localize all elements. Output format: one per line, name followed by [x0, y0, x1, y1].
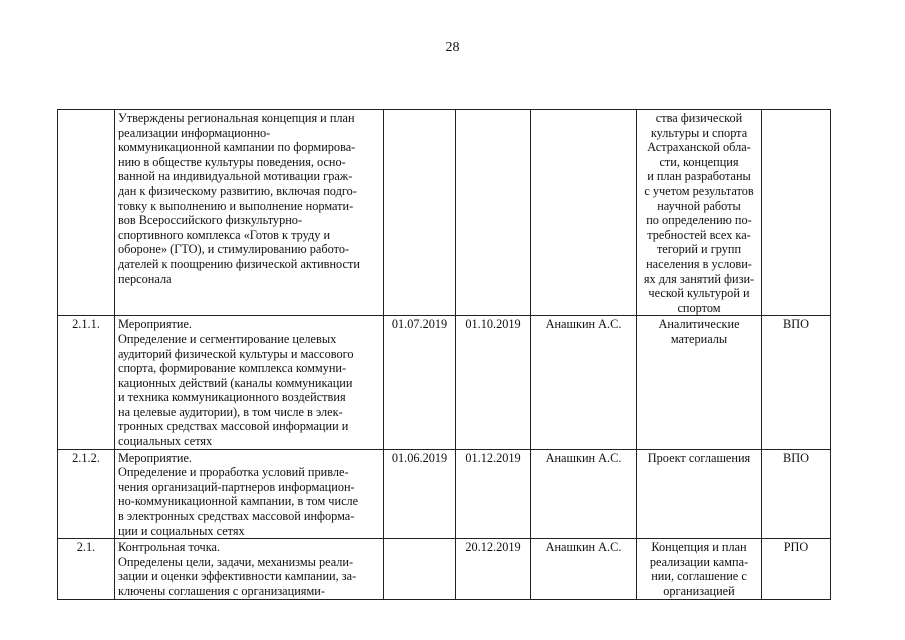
item-number-cell: 2.1.1.: [58, 316, 115, 449]
result-line: реализации кампа-: [649, 554, 749, 569]
start-date-cell: 01.06.2019: [384, 449, 456, 539]
result-line: ческой культурой и: [648, 286, 750, 301]
result-cell: [637, 316, 762, 449]
description-line: Контрольная точка.: [118, 540, 221, 555]
description-line: чения организаций-партнеров информацион-: [118, 479, 355, 494]
description-line: нию в обществе культуры поведения, осно-: [118, 154, 346, 169]
description-line: Определение и проработка условий привле-: [118, 465, 349, 480]
description-line: товку к выполнению и выполнение нормати-: [118, 198, 354, 213]
description-cell: [115, 449, 384, 539]
item-number-cell: [58, 110, 115, 316]
start-date-cell: [384, 110, 456, 316]
result-cell: [637, 539, 762, 599]
result-line: ства физической: [655, 111, 743, 125]
description-line: дателей к поощрению физической активности: [118, 256, 360, 271]
description-line: спортивного комплекса «Готов к труду и: [118, 227, 331, 242]
description-line: ключены соглашения с организациями-: [118, 584, 325, 598]
result-line: населения в услови-: [646, 256, 752, 271]
page-number: 28: [445, 40, 460, 55]
result-line: организацией: [663, 584, 735, 598]
result-line: и план разработаны: [647, 169, 751, 184]
result-cell: [637, 110, 762, 316]
end-date-cell: [456, 110, 531, 316]
description-line: дан к физическому развитию, включая подго-: [118, 183, 357, 198]
result-cell: [637, 449, 762, 539]
description-cell: [115, 316, 384, 449]
result-line: нии, соглашение с: [651, 569, 747, 584]
table-row: [58, 110, 831, 316]
result-line: по определению по-: [646, 213, 752, 228]
description-line: обороне» (ГТО), и стимулированию работо-: [118, 242, 350, 257]
description-line: в электронных средствах массовой информа-: [118, 509, 355, 524]
table-row: [58, 539, 831, 599]
responsible-cell: Анашкин А.С.: [531, 316, 637, 449]
description-line: кационных действий (каналы коммуникации: [118, 375, 353, 390]
description-line: но-коммуникационной кампании, в том числе: [118, 494, 359, 509]
description-line: коммуникационной кампании по формирова-: [118, 140, 356, 155]
result-line: Астраханской обла-: [647, 140, 751, 155]
description-line: Мероприятие.: [118, 317, 192, 332]
description-line: вов Всероссийского физкультурно-: [118, 213, 303, 228]
description-line: реализации информационно-: [118, 125, 271, 140]
description-line: на целевые аудитории), в том числе в элек-: [118, 404, 343, 419]
description-line: ванной на индивидуальной мотивации граж-: [118, 169, 353, 184]
result-line: материалы: [670, 331, 728, 346]
end-date-cell: 01.10.2019: [456, 316, 531, 449]
description-cell: [115, 539, 384, 599]
result-line: требностей всех ка-: [647, 227, 751, 242]
description-line: социальных сетях: [118, 434, 213, 449]
description-cell: [115, 110, 384, 316]
table-row: [58, 449, 831, 539]
description-line: Утверждены региональная концепция и план: [118, 111, 355, 125]
item-number-cell: 2.1.: [58, 539, 115, 599]
end-date-cell: 01.12.2019: [456, 449, 531, 539]
start-date-cell: [384, 539, 456, 599]
document-type-cell: ВПО: [762, 449, 831, 539]
responsible-cell: [531, 110, 637, 316]
result-line: Концепция и план: [651, 540, 747, 555]
document-type-cell: ВПО: [762, 316, 831, 449]
result-line: Аналитические: [658, 317, 740, 332]
description-line: тронных средствах массовой информации и: [118, 419, 349, 434]
responsible-cell: Анашкин А.С.: [531, 539, 637, 599]
result-line: с учетом результатов: [644, 183, 754, 198]
result-line: спортом: [677, 300, 721, 315]
description-line: зации и оценки эффективности кампании, за-: [118, 569, 357, 584]
description-line: аудиторий физической культуры и массового: [118, 346, 354, 361]
document-type-cell: РПО: [762, 539, 831, 599]
plan-table: [57, 109, 831, 600]
result-line: сти, концепция: [659, 154, 739, 169]
description-line: Определение и сегментирование целевых: [118, 331, 337, 346]
description-line: Определены цели, задачи, механизмы реали-: [118, 554, 354, 569]
result-line: ях для занятий физи-: [643, 271, 755, 286]
description-line: и техника коммуникационного воздействия: [118, 390, 346, 405]
result-line: научной работы: [657, 198, 741, 213]
table-row: [58, 316, 831, 449]
start-date-cell: 01.07.2019: [384, 316, 456, 449]
result-line: культуры и спорта: [650, 125, 748, 140]
end-date-cell: 20.12.2019: [456, 539, 531, 599]
result-line: Проект соглашения: [647, 450, 751, 465]
description-line: спорта, формирование комплекса коммуни-: [118, 361, 347, 376]
document-type-cell: [762, 110, 831, 316]
description-line: ции и социальных сетях: [118, 523, 245, 538]
description-line: персонала: [118, 271, 172, 286]
description-line: Мероприятие.: [118, 450, 192, 465]
result-line: тегорий и групп: [656, 242, 742, 257]
responsible-cell: Анашкин А.С.: [531, 449, 637, 539]
item-number-cell: 2.1.2.: [58, 449, 115, 539]
